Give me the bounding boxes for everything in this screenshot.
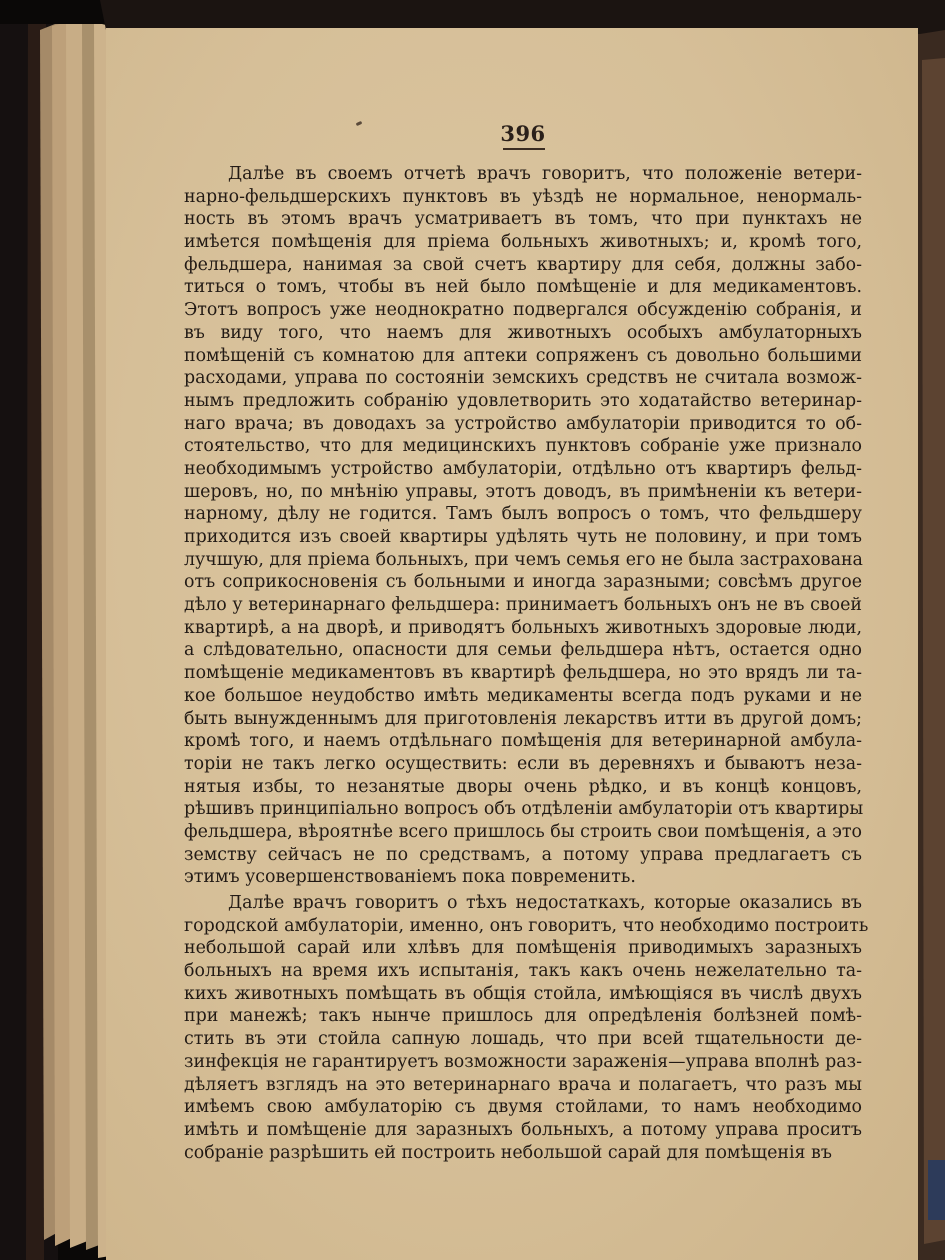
text-line: лучшую, для пріема больныхъ, при чемъ семья его не была застрахована [184,549,863,570]
page-number-underline [503,148,545,150]
text-line: кихъ животныхъ помѣщать въ общія стойла, имѣющіяся въ числѣ двухъ [184,983,862,1004]
text-line: квартирѣ, а на дворѣ, и приводятъ больныхъ животныхъ здоровые люди, [184,617,862,638]
text-line: расходами, управа по состояніи земскихъ средствъ не считала возмож- [184,368,862,389]
text-line: помѣщеній съ комнатою для аптеки сопряженъ съ довольно большими [184,345,862,366]
text-line: ность въ этомъ врачъ усматриваетъ въ томъ, что при пунктахъ не [184,209,862,230]
text-line: фельдшера, нанимая за свой счетъ квартиру для себя, должны забо- [184,254,862,275]
text-line: необходимымъ устройство амбулаторіи, отдѣльно отъ квартиръ фельд- [184,458,862,479]
text-line: помѣщеніе медикаментовъ въ квартирѣ фельдшера, но это врядъ ли та- [184,663,862,684]
text-line: дѣляетъ взглядъ на это ветеринарнаго врача и полагаетъ, что разъ мы [184,1074,862,1095]
text-line: небольшой сарай или хлѣвъ для помѣщенія приводимыхъ заразныхъ [184,938,862,959]
text-line: стить въ эти стойла сапную лошадь, что при всей тщательности де- [184,1029,862,1050]
text-line: земству сейчасъ не по средствамъ, а потому управа предлагаетъ съ [184,844,862,865]
text-line: приходится изъ своей квартиры удѣлять чуть не половину, и при томъ [184,527,862,547]
text-line: Этотъ вопросъ уже неоднократно подвергался обсужденію собранія, и [184,300,862,321]
text-line: имѣемъ свою амбулаторію съ двумя стойлами, то намъ необходимо [184,1097,862,1118]
text-line: этимъ усовершенствованіемъ пока повременить. [184,867,636,888]
text-line: нарному, дѣлу не годится. Тамъ былъ вопросъ о томъ, что фельдшеру [184,504,862,525]
text-line: шеровъ, но, по мнѣнію управы, этотъ доводъ, въ примѣненіи къ ветери- [184,481,862,502]
text-line: быть вынужденнымъ для приготовленія лекарствъ итти въ другой домъ; [184,708,862,729]
text-line: нарно-фельдшерскихъ пунктовъ въ уѣздѣ не нормальное, ненормаль- [184,186,862,207]
text-line: стоятельство, что для медицинскихъ пунктовъ собраніе уже признало [184,436,862,457]
text-line: фельдшера, вѣроятнѣе всего пришлось бы строить свои помѣщенія, а это [184,821,862,842]
text-line: при манежѣ; такъ нынче пришлось для опредѣленія болѣзней помѣ- [184,1006,862,1027]
text-line: кромѣ того, и наемъ отдѣльнаго помѣщенія для ветеринарной амбула- [184,731,862,752]
text-line: нымъ предложить собранію удовлетворить это ходатайство ветеринар- [184,390,862,411]
text-line: рѣшивъ принципіально вопросъ объ отдѣленіи амбулаторіи отъ квартиры [184,799,864,820]
text-line: а слѣдовательно, опасности для семьи фельдшера нѣтъ, остается одно [184,640,862,661]
text-line: наго врача; въ доводахъ за устройство амбулаторіи приводится то об- [184,413,862,434]
text-line: городской амбулаторіи, именно, онъ говоритъ, что необходимо построить [184,915,869,936]
text-line: собраніе разрѣшить ей построить небольшой сарай для помѣщенія въ [184,1142,832,1163]
page-body [184,163,869,1164]
paragraph [184,892,869,1164]
text-line: Далѣе въ своемъ отчетѣ врачъ говоритъ, что положеніе ветери- [228,164,862,184]
text-line: Далѣе врачъ говоритъ о тѣхъ недостаткахъ, которые оказались въ [228,893,862,913]
text-line: торіи не такъ легко осуществить: если въ деревняхъ и бываютъ неза- [184,753,862,774]
text-line: титься о томъ, чтобы въ ней было помѣщеніе и для медикаментовъ. [184,277,862,298]
text-line: зинфекція не гарантируетъ возможности зараженія—управа вполнѣ раз- [184,1051,862,1072]
page-number: 396 [500,121,546,146]
text-line: кое большое неудобство имѣть медикаменты всегда подъ руками и не [184,685,862,706]
text-line: дѣло у ветеринарнаго фельдшера: принимаетъ больныхъ онъ не въ своей [184,595,862,616]
text-line: имѣть и помѣщеніе для заразныхъ больныхъ, а потому управа проситъ [184,1119,862,1140]
text-line: въ виду того, что наемъ для животныхъ особыхъ амбулаторныхъ [184,322,862,343]
text-line: отъ соприкосновенія съ больными и иногда заразными; совсѣмъ другое [184,572,862,593]
text-line: имѣется помѣщенія для пріема больныхъ животныхъ; и, кромѣ того, [184,232,862,253]
paragraph [184,163,862,889]
text-line: нятыя избы, то незанятые дворы очень рѣдко, и въ концѣ концовъ, [184,776,862,797]
text-line: больныхъ на время ихъ испытанія, такъ какъ очень нежелательно та- [184,961,862,982]
